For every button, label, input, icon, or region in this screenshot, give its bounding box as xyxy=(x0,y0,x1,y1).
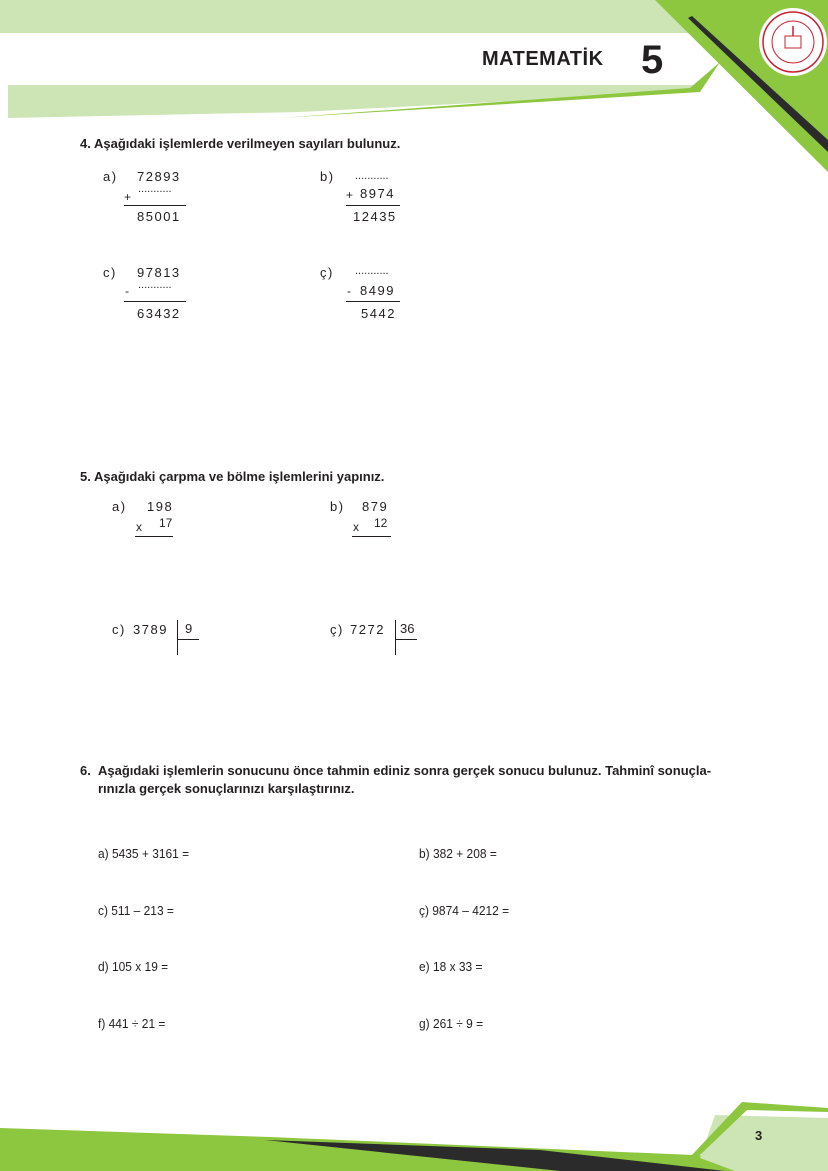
question-4-title: 4. Aşağıdaki işlemlerde verilmeyen sayıları bulunuz. xyxy=(80,136,401,151)
question-6-number: 6. xyxy=(80,763,91,778)
product-line xyxy=(135,536,173,537)
estimate-item-a: a) 5435 + 3161 = xyxy=(98,846,190,861)
header-top-band xyxy=(0,0,690,33)
item-label: b) xyxy=(320,169,335,184)
subtrahend: 8499 xyxy=(360,283,395,298)
blank-field[interactable]: ........... xyxy=(355,170,389,182)
divisor: 9 xyxy=(185,621,194,636)
operator: x xyxy=(136,520,142,534)
operator: + xyxy=(124,190,132,204)
quotient-line xyxy=(395,639,417,640)
estimate-item-cc: ç) 9874 – 4212 = xyxy=(419,903,510,918)
question-5-title: 5. Aşağıdaki çarpma ve bölme işlemlerini yapınız. xyxy=(80,469,385,484)
sum-line xyxy=(124,205,186,206)
item-label: a) xyxy=(103,169,118,184)
division-bar xyxy=(177,620,178,655)
operator: x xyxy=(353,520,359,534)
blank-field[interactable]: ........... xyxy=(355,265,389,277)
operator: - xyxy=(125,284,129,298)
minuend: 97813 xyxy=(137,265,181,280)
item-label: ç) xyxy=(330,622,344,637)
operator: - xyxy=(347,284,351,298)
estimate-item-c: c) 511 – 213 = xyxy=(98,903,174,918)
multiplicand: 198 xyxy=(147,499,174,514)
question-6-title-line-2: rınızla gerçek sonuçlarınızı karşılaştırınız. xyxy=(98,781,355,796)
dividend: 3789 xyxy=(133,622,168,637)
estimate-item-g: g) 261 ÷ 9 = xyxy=(419,1016,484,1031)
multiplier: 17 xyxy=(159,516,173,530)
divisor: 36 xyxy=(400,621,415,636)
result: 5442 xyxy=(361,306,396,321)
addend: 72893 xyxy=(137,169,181,184)
estimate-item-f: f) 441 ÷ 21 = xyxy=(98,1016,166,1031)
page-number: 3 xyxy=(755,1128,763,1143)
estimate-item-b: b) 382 + 208 = xyxy=(419,846,497,861)
footer-page-box xyxy=(700,1115,828,1171)
estimate-item-d: d) 105 x 19 = xyxy=(98,959,169,974)
quotient-line xyxy=(177,639,199,640)
addend: 8974 xyxy=(360,186,395,201)
estimate-item-e: e) 18 x 33 = xyxy=(419,959,483,974)
grade-number: 5 xyxy=(641,38,664,82)
item-label: b) xyxy=(330,499,345,514)
result: 85001 xyxy=(137,209,181,224)
multiplicand: 879 xyxy=(362,499,389,514)
result: 63432 xyxy=(137,306,181,321)
difference-line xyxy=(346,301,400,302)
sum-line xyxy=(346,205,400,206)
operator: + xyxy=(346,188,354,202)
difference-line xyxy=(124,301,186,302)
item-label: c) xyxy=(103,265,117,280)
division-bar xyxy=(395,620,396,655)
question-6-title-line-1: Aşağıdaki işlemlerin sonucunu önce tahmin ediniz sonra gerçek sonucu bulunuz. Tahminî sonuçla- xyxy=(98,763,712,778)
seal-logo xyxy=(759,8,827,76)
product-line xyxy=(352,536,391,537)
item-label: ç) xyxy=(320,265,334,280)
item-label: c) xyxy=(112,622,126,637)
result: 12435 xyxy=(353,209,397,224)
multiplier: 12 xyxy=(374,516,388,530)
blank-field[interactable]: ........... xyxy=(138,183,172,195)
subject-title: MATEMATİK xyxy=(482,48,604,70)
dividend: 7272 xyxy=(350,622,385,637)
blank-field[interactable]: ........... xyxy=(138,279,172,291)
item-label: a) xyxy=(112,499,127,514)
